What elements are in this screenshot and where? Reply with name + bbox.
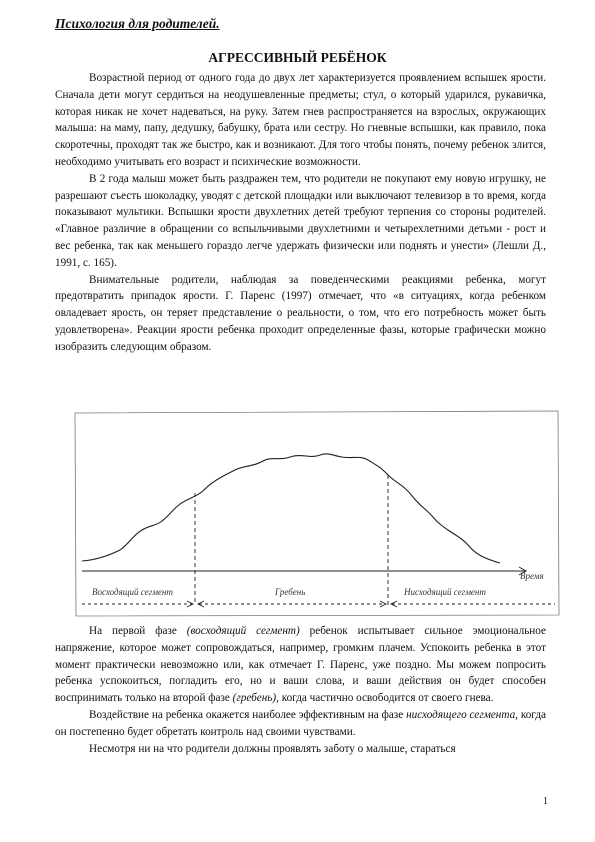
page-title: АГРЕССИВНЫЙ РЕБЁНОК <box>208 50 387 65</box>
phase-term-rising: (восходящий сегмент) <box>186 625 300 637</box>
page-header: Психология для родителей. <box>55 16 220 31</box>
phase-term-falling: нисходящего сегмента, <box>406 708 518 721</box>
text-block-top <box>55 70 546 356</box>
segment-label-falling: Нисходящий сегмент <box>404 587 486 597</box>
rage-curve <box>82 454 500 563</box>
phase-term-crest: (гребень), <box>232 692 279 705</box>
text-block-bottom <box>55 623 546 757</box>
page-number: 1 <box>543 796 548 807</box>
paragraph-5: Воздействие на ребенка окажется наиболее эффективным на фазе нисходящего сегмента, когда он постепенно будет обретать контроль над своими чувствами. <box>55 708 546 738</box>
paragraph-4: На первой фазе (восходящий сегмент) ребенок испытывает сильное эмоциональное напряжение, которое может сопровождаться, например, громким плачем. Успокоить ребенка в этот момент практически невозможно или, как отмечает Г. Паренс, уже поздно. Мы можем попросить ребенка успокоиться, погладить его, но и ваши слова, и ваши действия он будет способен воспринимать только на второй фазе (гребень), когда частично освободится от своего гнева. <box>55 625 546 705</box>
paragraph-6: Несмотря ни на что родители должны проявлять заботу о малыше, стараться <box>89 742 456 755</box>
segment-label-rising: Восходящий сегмент <box>92 587 173 597</box>
paragraph-1: Возрастной период от одного года до двух лет характеризуется проявлением вспышек ярости. Сначала дети могут сердиться на неодушевленные предметы; стул, о который ударился, рукавичка, которая никак не хочет надеваться, на руку. Затем гнев распространяется на взрослых, окружающих малыша: на маму, папу, дедушку, бабушку, брата или сестру. Но гневные вспышки, как правило, пока скоротечны, проходят так же быстро, как и возникают. Для того чтобы понять, почему ребенок злится, необходимо учитывать его возраст и психические возможности. <box>55 72 546 168</box>
segment-label-crest: Гребень <box>275 587 306 597</box>
figure-frame <box>75 411 559 616</box>
time-axis-label: Время <box>520 571 544 581</box>
paragraph-3: Внимательные родители, наблюдая за поведенческими реакциями ребенка, могут предотвратить припадок ярости. Г. Паренс (1997) отмечает, что «в ситуациях, когда ребенком овладевает ярость, он теряет представление о реальности, о том, что его потребность может быть удовлетворена». Реакции ярости ребенка проходит определенные фазы, которые графически можно изобразить следующим образом. <box>55 273 546 353</box>
paragraph-2: В 2 года малыш может быть раздражен тем, что родители не покупают ему новую игрушку, не разрешают съесть шоколадку, уводят с детской площадки или выключают телевизор в то время, когда показывают мультики. Вспышки ярости двухлетних детей требуют терпения со стороны родителей. «Главное различие в обращении со вспыльчивыми двухлетними и четырехлетними детьми - рост и вес ребенка, так как меньшего гораздо легче удержать физически или поднять и унести» (Лешли Д., 1991, с. 165). <box>55 172 546 269</box>
rage-phases-figure <box>70 405 560 620</box>
